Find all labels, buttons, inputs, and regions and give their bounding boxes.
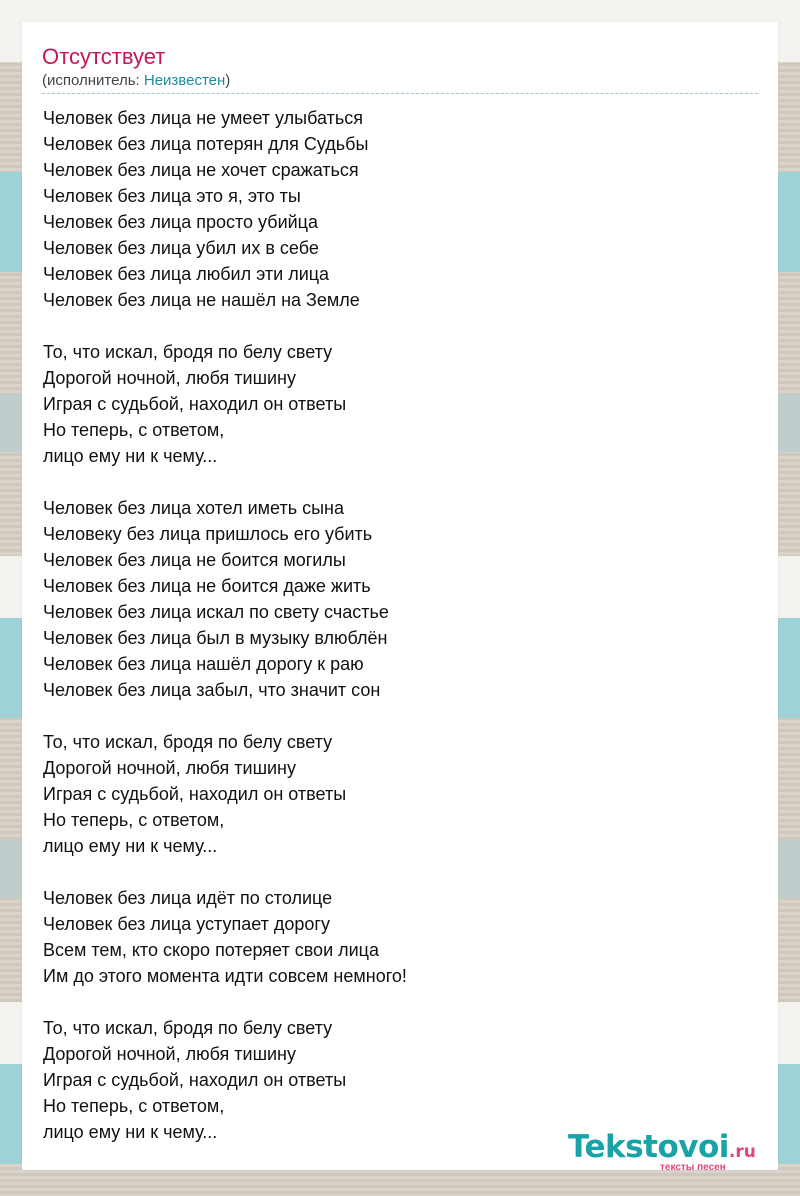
lyric-line: Но теперь, с ответом,: [43, 810, 225, 830]
lyrics-stanza: [43, 339, 743, 469]
lyric-line: Играя с судьбой, находил он ответы: [43, 394, 347, 414]
lyric-line: Человек без лица не боится могилы: [43, 550, 346, 570]
lyric-line: Человек без лица был в музыку влюблён: [43, 628, 388, 648]
lyric-line: Всем тем, кто скоро потеряет свои лица: [43, 940, 379, 960]
site-logo[interactable]: [568, 1129, 778, 1173]
lyric-line: То, что искал, бродя по белу свету: [43, 1018, 333, 1038]
performer-prefix: (исполнитель:: [42, 72, 144, 89]
lyric-line: Человек без лица убил их в себе: [43, 238, 319, 258]
lyric-line: Играя с судьбой, находил он ответы: [43, 784, 347, 804]
logo-subtitle: тексты песен: [660, 1162, 726, 1173]
lyric-line: Человек без лица не боится даже жить: [43, 576, 371, 596]
lyric-line: Им до этого момента идти совсем немного!: [43, 966, 407, 986]
lyric-line: Человеку без лица пришлось его убить: [43, 524, 373, 544]
lyric-line: Человек без лица уступает дорогу: [43, 914, 330, 934]
lyric-line: Человек без лица не умеет улыбаться: [43, 108, 363, 128]
lyric-line: Человек без лица просто убийца: [43, 212, 318, 232]
song-title: Отсутствует: [42, 44, 166, 69]
lyric-line: Человек без лица забыл, что значит сон: [43, 680, 381, 700]
lyric-line: лицо ему ни к чему...: [43, 1122, 218, 1142]
performer-suffix: ): [225, 72, 231, 89]
logo-tld: .ru: [728, 1142, 756, 1162]
lyrics-stanza: [43, 729, 743, 859]
logo-main-text: Tekstovoi: [568, 1129, 729, 1165]
lyric-line: То, что искал, бродя по белу свету: [43, 342, 333, 362]
lyric-line: То, что искал, бродя по белу свету: [43, 732, 333, 752]
lyric-line: Но теперь, с ответом,: [43, 1096, 225, 1116]
lyrics-card: [22, 22, 778, 1173]
lyric-line: Человек без лица хотел иметь сына: [43, 498, 344, 518]
divider: [42, 93, 758, 94]
performer-line: [42, 72, 230, 90]
lyric-line: Человек без лица нашёл дорогу к раю: [43, 654, 364, 674]
lyric-line: Человек без лица любил эти лица: [43, 264, 330, 284]
lyrics-stanza: [43, 495, 743, 703]
lyric-line: Дорогой ночной, любя тишину: [43, 758, 297, 778]
lyric-line: лицо ему ни к чему...: [43, 836, 218, 856]
lyric-line: Дорогой ночной, любя тишину: [43, 1044, 297, 1064]
lyrics-stanza: [43, 885, 743, 989]
lyric-line: лицо ему ни к чему...: [43, 446, 218, 466]
lyric-line: Человек без лица идёт по столице: [43, 888, 333, 908]
lyric-line: Играя с судьбой, находил он ответы: [43, 1070, 347, 1090]
lyric-line: Человек без лица потерян для Судьбы: [43, 134, 369, 154]
lyric-line: Человек без лица это я, это ты: [43, 186, 301, 206]
lyric-line: Человек без лица не нашёл на Земле: [43, 290, 360, 310]
lyrics-stanza: [43, 1015, 743, 1145]
lyrics-body: [43, 105, 743, 1171]
lyric-line: Дорогой ночной, любя тишину: [43, 368, 297, 388]
lyric-line: Но теперь, с ответом,: [43, 420, 225, 440]
lyric-line: Человек без лица не хочет сражаться: [43, 160, 359, 180]
artist-link[interactable]: Неизвестен: [143, 72, 226, 89]
lyrics-stanza: [43, 105, 743, 313]
lyric-line: Человек без лица искал по свету счастье: [43, 602, 389, 622]
